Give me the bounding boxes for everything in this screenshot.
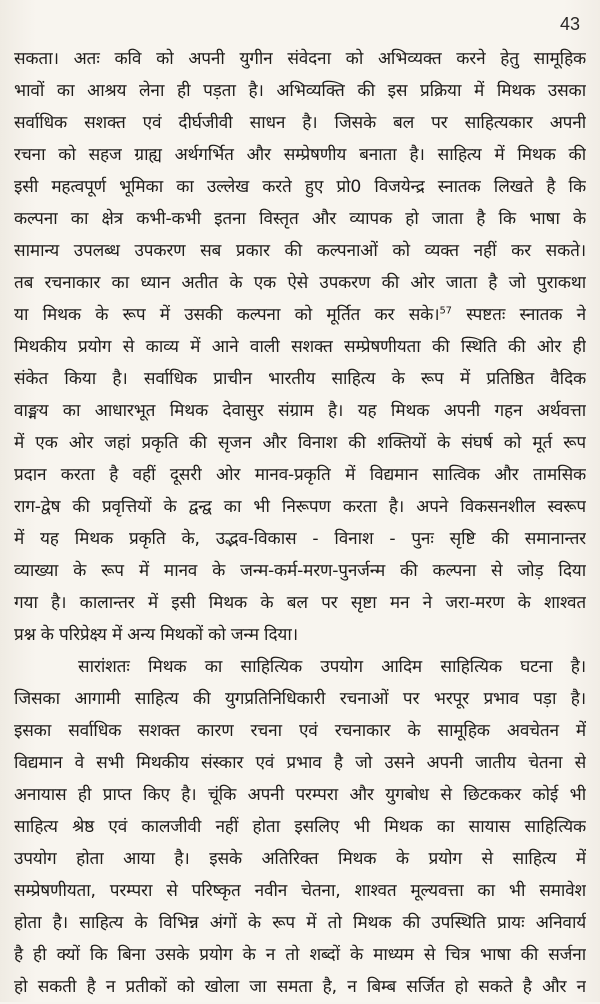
text-line xyxy=(14,587,586,620)
text-line-continuation: स्पष्टतः स्नातक ने xyxy=(451,305,586,325)
text-line xyxy=(14,715,586,748)
footnote-reference: 57 xyxy=(439,305,452,317)
text-line-content: प्रश्न के परिप्रेक्ष्य में अन्य मिथकों को जन्म दिया। xyxy=(14,625,298,645)
text-line xyxy=(14,683,586,716)
text-line xyxy=(14,107,586,140)
text-line-content: अनायास ही प्राप्त किए है। चूंकि अपनी परम्परा और युगबोध से छिटककर कोई भी xyxy=(14,785,586,805)
text-line-content: तब रचनाकार का ध्यान अतीत के एक ऐसे उपकरण की ओर जाता है जो पुराकथा xyxy=(14,273,586,293)
text-line-content: सारांशतः मिथक का साहित्यिक उपयोग आदिम साहित्यिक घटना है। xyxy=(78,657,586,677)
text-line-content: सामान्य उपलब्ध उपकरण सब प्रकार की कल्पनाओं को व्यक्त नहीं कर सकते। xyxy=(14,241,586,261)
text-line-content: कल्पना का क्षेत्र कभी-कभी इतना विस्तृत और व्यापक हो जाता है कि भाषा के xyxy=(14,209,586,229)
text-line-content: भावों का आश्रय लेना ही पड़ता है। अभिव्यक्ति की इस प्रक्रिया में मिथक उसका xyxy=(14,81,586,101)
text-line-content: सकता। अतः कवि को अपनी युगीन संवेदना को अभिव्यक्त करने हेतु सामूहिक xyxy=(14,49,586,69)
text-line-content: रचना को सहज ग्राह्य अर्थगर्भित और सम्प्रेषणीय बनाता है। साहित्य में मिथक की xyxy=(14,145,586,165)
text-line xyxy=(14,843,586,876)
text-line xyxy=(14,747,586,780)
text-line xyxy=(14,363,586,396)
text-line-content: गया है। कालान्तर में इसी मिथक के बल पर सृष्टा मन ने जरा-मरण के शाश्वत xyxy=(14,593,586,613)
text-line-content: व्याख्या के रूप में मानव के जन्म-कर्म-मरण-पुनर्जन्म की कल्पना से जोड़ दिया xyxy=(14,561,586,581)
text-line-content: या मिथक के रूप में उसकी कल्पना को मूर्तित कर सके। xyxy=(14,305,440,325)
text-line-content: संकेत किया है। सर्वाधिक प्राचीन भारतीय साहित्य के रूप में प्रतिष्ठित वैदिक xyxy=(14,369,586,389)
text-line xyxy=(14,235,586,268)
text-line-content: वाङ्मय का आधारभूत मिथक देवासुर संग्राम है। यह मिथक अपनी गहन अर्थवत्ता xyxy=(14,401,586,421)
text-line xyxy=(14,555,586,588)
text-line-content: उपयोग होता आया है। इसके अतिरिक्त मिथक के प्रयोग से साहित्य में xyxy=(14,849,586,869)
text-line xyxy=(14,907,586,940)
text-line-content: मिथकीय प्रयोग से काव्य में आने वाली सशक्त सम्प्रेषणीयता की स्थिति की ओर ही xyxy=(14,337,586,357)
text-line-content: प्रदान करता है वहीं दूसरी ओर मानव-प्रकृति में विद्यमान सात्विक और तामसिक xyxy=(14,465,586,485)
text-line xyxy=(14,491,586,524)
text-line xyxy=(14,875,586,908)
text-line-content: हो सकती है न प्रतीकों को खोला जा समता है, न बिम्ब सर्जित हो सकते है और न xyxy=(14,977,586,997)
text-line xyxy=(14,523,586,556)
text-line xyxy=(14,75,586,108)
text-line-content: जिसका आगामी साहित्य की युगप्रतिनिधिकारी रचनाओं पर भरपूर प्रभाव पड़ा है। xyxy=(14,689,586,709)
text-line-content: राग-द्वेष की प्रवृत्तियों के द्वन्द्व का भी निरूपण करता है। अपने विकसनशील स्वरूप xyxy=(14,497,586,517)
text-line xyxy=(14,267,586,300)
text-line xyxy=(14,203,586,236)
text-line-content: साहित्य श्रेष्ठ एवं कालजीवी नहीं होता इसलिए भी मिथक का सायास साहित्यिक xyxy=(14,817,586,837)
text-line-content: में एक ओर जहां प्रकृति की सृजन और विनाश की शक्तियों के संघर्ष को मूर्त रूप xyxy=(14,433,586,453)
text-line xyxy=(14,43,586,76)
text-line xyxy=(14,459,586,492)
paragraph-first-line xyxy=(78,651,586,684)
text-line-content: होता है। साहित्य के विभिन्न अंगों के रूप में तो मिथक की उपस्थिति प्रायः अनिवार्य xyxy=(14,913,586,933)
text-line xyxy=(14,299,586,332)
text-line-content: में यह मिथक प्रकृति के, उद्भव-विकास - विनाश - पुनः सृष्टि की समानान्तर xyxy=(14,529,586,549)
text-line-content: इसी महत्वपूर्ण भूमिका का उल्लेख करते हुए प्रो0 विजयेन्द्र स्नातक लिखते है कि xyxy=(14,177,586,197)
text-line xyxy=(14,427,586,460)
text-line-content: है ही क्यों कि बिना उसके प्रयोग के न तो शब्दों के माध्यम से चित्र भाषा की सर्जना xyxy=(14,945,586,965)
text-line-content: सर्वाधिक सशक्त एवं दीर्घजीवी साधन है। जिसके बल पर साहित्यकार अपनी xyxy=(14,113,586,133)
text-line xyxy=(14,971,586,1004)
page-number: 43 xyxy=(559,14,580,34)
text-line xyxy=(14,171,586,204)
text-line xyxy=(14,811,586,844)
text-line-content: इसका सर्वाधिक सशक्त कारण रचना एवं रचनाकार के सामूहिक अवचेतन में xyxy=(14,721,586,741)
text-line-content: सम्प्रेषणीयता, परम्परा से परिष्कृत नवीन चेतना, शाश्वत मूल्यवत्ता का भी समावेश xyxy=(14,881,586,901)
text-line xyxy=(14,779,586,812)
text-line xyxy=(14,939,586,972)
text-line-content: विद्यमान वे सभी मिथकीय संस्कार एवं प्रभाव है जो उसने अपनी जातीय चेतना से xyxy=(14,753,586,773)
text-line xyxy=(14,139,586,172)
text-line xyxy=(14,619,586,652)
text-line xyxy=(14,331,586,364)
text-line xyxy=(14,395,586,428)
